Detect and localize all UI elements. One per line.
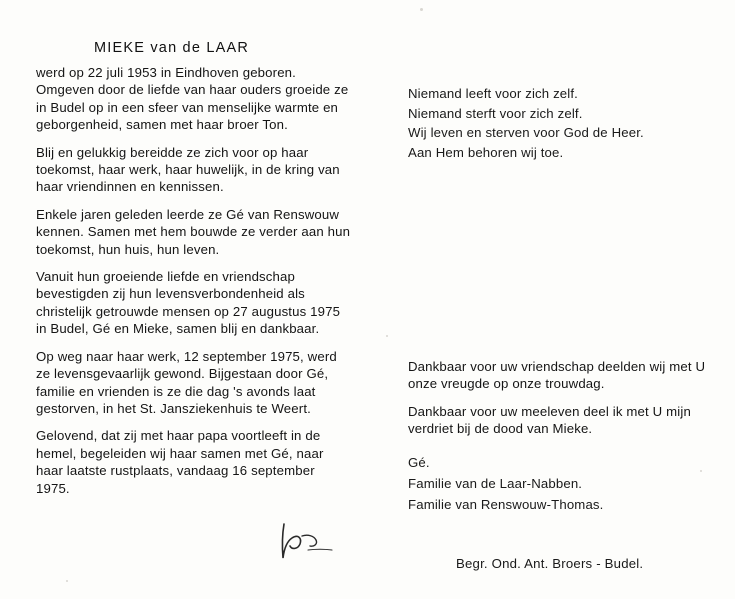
verse-line-1: Niemand leeft voor zich zelf. (408, 86, 578, 101)
verse-block (408, 84, 713, 162)
biography-paragraph-3: Enkele jaren geleden leerde ze Gé van Renswouw kennen. Samen met hem bouwde ze verder aan hun toekomst, hun huis, hun leven. (36, 206, 351, 257)
biography-paragraph-4: Vanuit hun groeiende liefde en vriendschap bevestigden zij hun levensverbondenheid als christelijk getrouwde mensen op 27 augustus 1975 in Budel, Gé en Mieke, samen blij en dankbaar. (36, 269, 341, 337)
thanks-block (408, 358, 713, 438)
verse-line-2: Niemand sterft voor zich zelf. (408, 105, 583, 121)
signers-block (408, 452, 713, 515)
paper-speck (700, 470, 702, 472)
signer-1: Gé. (408, 454, 430, 470)
biography-paragraph-6: Gelovend, dat zij met haar papa voortleeft in de hemel, begeleiden wij haar samen met Gé, naar haar laatste rustplaats, vandaag 16 september 1975. (36, 428, 324, 496)
right-column-spacer (408, 162, 713, 358)
biography-paragraph-5: Op weg naar haar werk, 12 september 1975, werd ze levensgevaarlijk gewond. Bijgestaan door Gé, familie en vrienden is ze die dag 's avonds laat gestorven, in het St. Jansziekenhuis te Weert. (36, 348, 337, 416)
paper-speck (420, 8, 423, 11)
verse-line-4: Aan Hem behoren wij toe. (408, 144, 564, 160)
page-title: MIEKE van de LAAR (94, 40, 249, 56)
paper-speck (66, 580, 68, 582)
biography-paragraph-2: Blij en gelukkig bereidde ze zich voor op haar toekomst, haar werk, haar huwelijk, in de kring van haar vriendinnen en kennissen. (36, 144, 340, 195)
verse-line-3: Wij leven en sterven voor God de Heer. (408, 125, 644, 140)
undertaker-line: Begr. Ond. Ant. Broers - Budel. (456, 556, 644, 571)
thanks-paragraph-1: Dankbaar voor uw vriendschap deelden wij met U onze vreugde op onze trouwdag. (408, 359, 706, 392)
paper-speck (386, 335, 388, 337)
signer-2: Familie van de Laar-Nabben. (408, 475, 583, 491)
signer-3: Familie van Renswouw-Thomas. (408, 496, 604, 512)
right-column (370, 0, 735, 599)
biography-paragraph-1: werd op 22 juli 1953 in Eindhoven geboren. Omgeven door de liefde van haar ouders groeide ze in Budel op in een sfeer van menselijke warmte en geborgenheid, samen met haar broer Ton. (36, 65, 349, 133)
thanks-paragraph-2: Dankbaar voor uw meeleven deel ik met U mijn verdriet bij de dood van Mieke. (408, 403, 691, 437)
